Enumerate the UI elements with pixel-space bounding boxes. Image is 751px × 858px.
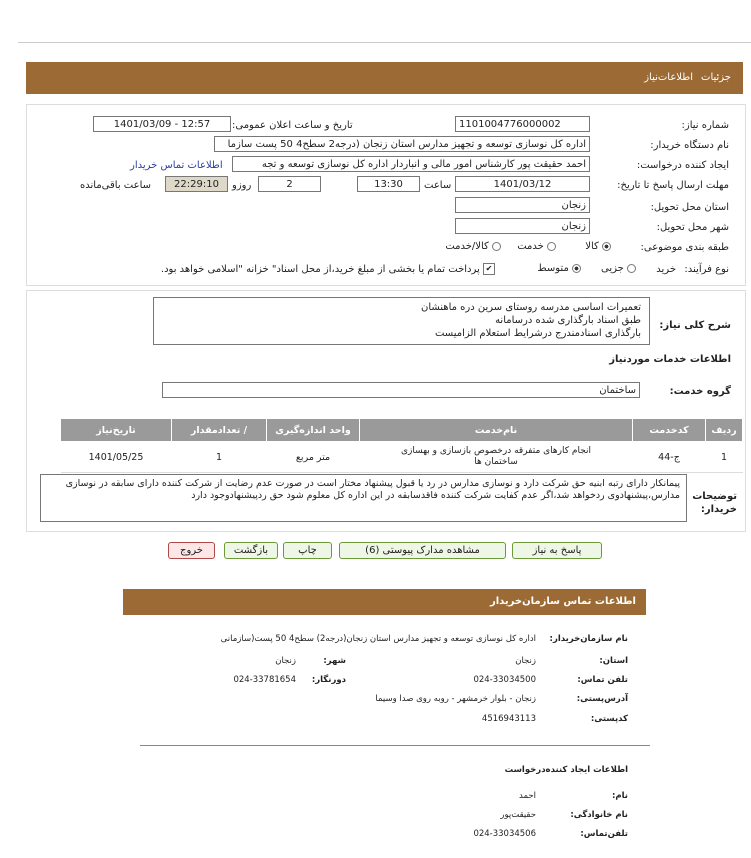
- description-line-3: بارگذاری اسنادمندرج درشرایط استعلام الزامیست: [434, 328, 641, 339]
- address-label: آدرس‌پستی:: [576, 694, 628, 704]
- col-code: کدخدمت: [633, 419, 706, 442]
- province-label: استان محل تحویل:: [650, 202, 729, 213]
- radio-both[interactable]: [492, 242, 501, 251]
- address-value: زنجان - بلوار خرمشهر - روبه روی صدا وسیما: [375, 694, 536, 704]
- need-number-field: 1101004776000002: [455, 116, 590, 132]
- cell-index: 1: [706, 442, 743, 473]
- radio-minor[interactable]: [627, 264, 636, 273]
- table-header-row: [61, 419, 743, 442]
- services-table: [60, 418, 743, 473]
- remaining-time-field: 22:29:10: [165, 176, 228, 192]
- col-unit: واحد اندازه‌گیری: [267, 419, 360, 442]
- contact-header: [123, 589, 646, 615]
- reply-button[interactable]: پاسخ به نیاز: [512, 542, 602, 559]
- buyer-notes-box: پیمانکار دارای رتبه ابنیه حق شرکت دارد و نوسازی مدارس در رد یا قبول پیشنهاد مختار است در صورت عدم رضایت از شرکت کننده دارای سابقه در نوسازی مدارس،پیشنهادوی ردخواهد شد،اگر عدم کفایت شرکت کننده فاقدسابقه در این اداره کل معلوم شود حق ردپیشنهادوجود دارد: [40, 474, 687, 522]
- postal-value: 4516943113: [481, 714, 536, 724]
- process-option-medium[interactable]: متوسط: [537, 263, 581, 274]
- creator-phone-value: 024-33034506: [473, 829, 536, 839]
- cell-date: 1401/05/25: [61, 442, 172, 473]
- city-c-value: زنجان: [275, 656, 296, 666]
- phone-value: 024-33034500: [473, 675, 536, 685]
- province-c-label: استان:: [599, 656, 628, 666]
- category-option-goods[interactable]: کالا: [585, 241, 611, 252]
- category-label: طبقه بندی موضوعی:: [640, 242, 729, 253]
- org-label: نام سازمان‌خریدار:: [549, 634, 628, 644]
- cell-qty: 1: [172, 442, 267, 473]
- creator-field: احمد حقیقت پور کارشناس امور مالی و انباردار اداره کل نوسازی توسعه و تجه: [232, 156, 590, 172]
- fax-value: 024-33781654: [233, 675, 296, 685]
- col-date: تاریخ‌نیاز: [61, 419, 172, 442]
- breadcrumb-current[interactable]: اطلاعات‌نیاز: [644, 72, 693, 83]
- radio-service[interactable]: [547, 242, 556, 251]
- breadcrumb-home[interactable]: جزئیات: [701, 72, 731, 83]
- family-value: حقیقت‌پور: [500, 810, 536, 820]
- buyer-notes-label: توضیحات خریدار:: [692, 491, 737, 515]
- province-c-value: زنجان: [515, 656, 536, 666]
- process-label-buy: خرید: [656, 264, 676, 275]
- group-field: ساختمان: [162, 382, 640, 398]
- postal-label: کدپستی:: [590, 714, 628, 724]
- phone-label: تلفن تماس:: [577, 675, 628, 685]
- city-c-label: شهر:: [323, 656, 346, 666]
- radio-medium[interactable]: [572, 264, 581, 273]
- attachments-button[interactable]: مشاهده مدارک پیوستی (6): [339, 542, 506, 559]
- buyer-label: نام دستگاه خریدار:: [650, 140, 729, 151]
- city-field: زنجان: [455, 218, 590, 234]
- description-line-2: طبق اسناد بارگذاری شده درسامانه: [495, 315, 641, 326]
- table-row: [61, 442, 743, 473]
- name-label: نام:: [611, 791, 628, 801]
- description-box: [153, 297, 650, 345]
- buyer-contact-link[interactable]: اطلاعات تماس خریدار: [130, 160, 223, 171]
- province-field: زنجان: [455, 197, 590, 213]
- org-value: اداره کل نوسازی توسعه و تجهیز مدارس استان زنجان(درجه2) سطح4 50 پست(سازمانی: [220, 634, 536, 644]
- col-qty: / تعدادمقدار: [172, 419, 267, 442]
- description-label: شرح کلی نیاز:: [659, 320, 731, 331]
- page-header: [26, 62, 743, 94]
- print-button[interactable]: چاپ: [283, 542, 332, 559]
- exit-button[interactable]: خروج: [168, 542, 215, 559]
- name-value: احمد: [519, 791, 536, 801]
- col-index: ردیف: [706, 419, 743, 442]
- announce-label: تاریخ و ساعت اعلان عمومی:: [232, 120, 353, 131]
- creator-phone-label: تلفن‌تماس:: [580, 829, 628, 839]
- col-name: نام‌خدمت: [360, 419, 633, 442]
- process-label: نوع فرآیند:: [684, 264, 729, 275]
- days-label: روزو: [232, 180, 252, 191]
- creator-section-title: اطلاعات ایجاد کننده‌درخواست: [504, 765, 628, 775]
- buyer-field: اداره کل نوسازی توسعه و تجهیز مدارس استان زنجان (درجه2 سطح4 50 پست سازما: [214, 136, 590, 152]
- city-label: شهر محل تحویل:: [656, 222, 729, 233]
- family-label: نام خانوادگی:: [570, 810, 628, 820]
- fax-label: دورنگار:: [311, 675, 346, 685]
- cell-unit: متر مربع: [267, 442, 360, 473]
- remaining-label: ساعت باقی‌مانده: [80, 180, 152, 191]
- description-line-1: تعمیرات اساسی مدرسه روستای سرین دره ماهنشان: [420, 302, 641, 313]
- checkmark-icon[interactable]: ✔: [483, 263, 495, 275]
- services-section-title: اطلاعات خدمات موردنیاز: [609, 354, 731, 365]
- deadline-time-field: 13:30: [357, 176, 420, 192]
- time-label: ساعت: [424, 180, 452, 191]
- radio-goods[interactable]: [602, 242, 611, 251]
- announce-field: 1401/03/09 - 12:57: [93, 116, 231, 132]
- back-button[interactable]: بازگشت: [224, 542, 278, 559]
- category-option-service[interactable]: خدمت: [517, 241, 556, 252]
- top-divider: [18, 42, 751, 43]
- contact-title: اطلاعات تماس سازمان‌خریدار: [489, 596, 636, 607]
- cell-name: انجام کارهای متفرقه درخصوص بازسازی و بهسازی ساختمان ها: [360, 442, 633, 473]
- deadline-date-field: 1401/03/12: [455, 176, 590, 192]
- group-label: گروه خدمت:: [669, 386, 731, 397]
- contact-divider: [140, 745, 650, 746]
- need-number-label: شماره نیاز:: [681, 120, 729, 131]
- payment-checkbox-row[interactable]: ✔ پرداخت تمام یا بخشی از مبلغ خرید،از محل اسناد" خزانه "اسلامی خواهد بود.: [161, 263, 495, 275]
- days-field: 2: [258, 176, 321, 192]
- creator-label: ایجاد کننده درخواست:: [636, 160, 729, 171]
- process-option-minor[interactable]: جزیی: [601, 263, 636, 274]
- cell-code: ج-44: [633, 442, 706, 473]
- category-option-both[interactable]: کالا/خدمت: [445, 241, 501, 252]
- deadline-label: مهلت ارسال پاسخ تا تاریخ:: [617, 180, 729, 191]
